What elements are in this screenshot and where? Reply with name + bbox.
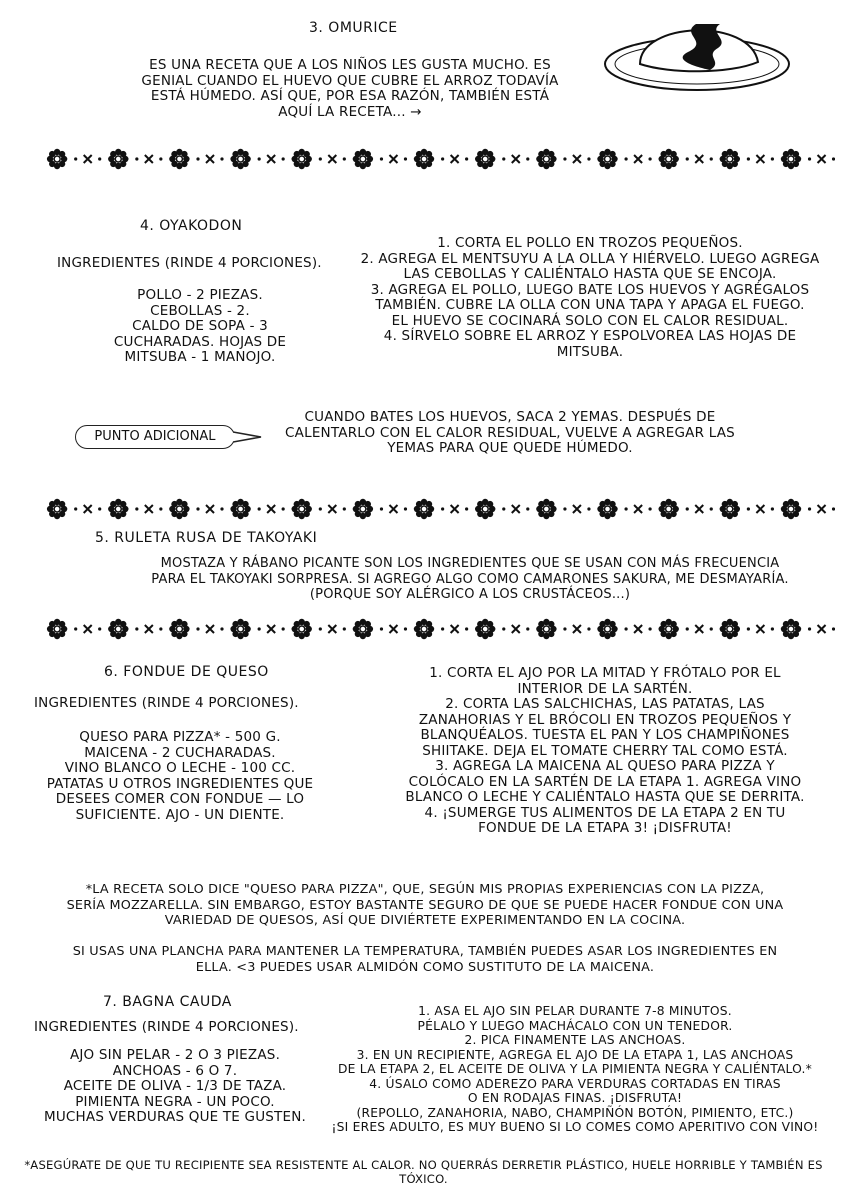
chain-dot bbox=[135, 627, 138, 630]
chain-dot bbox=[771, 627, 774, 630]
omurice-line: AQUÍ LA RECETA... → bbox=[278, 103, 422, 120]
flower-ornament bbox=[597, 149, 617, 169]
omurice-title: 3. OMURICE bbox=[309, 20, 398, 36]
step-line: 2. AGREGA EL MENTSUYU A LA OLLA Y HIÉRVELO. LUEGO AGREGA bbox=[360, 250, 820, 267]
flower-ornament bbox=[414, 619, 434, 639]
bagna-ingredients-header: INGREDIENTES (RINDE 4 PORCIONES). bbox=[34, 1019, 299, 1035]
chain-dot bbox=[563, 627, 566, 630]
omurice-plate-illustration bbox=[600, 12, 795, 97]
chain-dot bbox=[441, 157, 444, 160]
footnote-line: *ASEGÚRATE DE QUE TU RECIPIENTE SEA RESISTENTE AL CALOR. NO QUERRÁS DERRETIR PLÁSTICO, HUELE HORRIBLE Y TAMBIÉN ES bbox=[24, 1158, 823, 1172]
chain-link bbox=[451, 155, 459, 163]
chain-link bbox=[818, 155, 826, 163]
flower-ornament bbox=[781, 499, 801, 519]
chain-dot bbox=[832, 627, 835, 630]
oyakodon-ingredients-header: INGREDIENTES (RINDE 4 PORCIONES). bbox=[57, 255, 322, 271]
chain-dot bbox=[587, 507, 590, 510]
chain-link bbox=[512, 155, 520, 163]
flower-ornament bbox=[414, 149, 434, 169]
speech-tail-icon bbox=[233, 428, 263, 446]
step-line: 4. SÍRVELO SOBRE EL ARROZ Y ESPOLVOREA LAS HOJAS DE bbox=[383, 328, 797, 344]
chain-dot bbox=[159, 157, 162, 160]
step-line: SHIITAKE. DEJA EL TOMATE CHERRY TAL COMO ESTÁ. bbox=[422, 742, 788, 759]
step-line: DE LA ETAPA 2, EL ACEITE DE OLIVA Y LA PIMIENTA NEGRA Y CALIÉNTALO.* bbox=[337, 1062, 813, 1076]
chain-dot bbox=[98, 507, 101, 510]
step-line: 1. ASA EL AJO SIN PELAR DURANTE 7-8 MINUTOS. bbox=[418, 1004, 732, 1018]
chain-link bbox=[634, 625, 642, 633]
chain-link bbox=[512, 625, 520, 633]
chain-dot bbox=[258, 507, 261, 510]
flower-ornament bbox=[781, 619, 801, 639]
flower-ornament bbox=[108, 149, 128, 169]
bagna-title: 7. BAGNA CAUDA bbox=[103, 994, 232, 1010]
ingredient-line: QUESO PARA PIZZA* - 500 G. bbox=[79, 729, 281, 745]
chain-dot bbox=[587, 627, 590, 630]
chain-link bbox=[84, 625, 92, 633]
flower-ornament bbox=[720, 149, 740, 169]
tip-line: CALENTARLO CON EL CALOR RESIDUAL, VUELVE A AGREGAR LAS bbox=[285, 424, 735, 441]
chain-dot bbox=[686, 157, 689, 160]
ingredient-line: POLLO - 2 PIEZAS. bbox=[137, 287, 263, 303]
chain-link bbox=[695, 625, 703, 633]
ingredient-line: MITSUBA - 1 MANOJO. bbox=[124, 349, 276, 365]
step-line: COLÓCALO EN LA SARTÉN DE LA ETAPA 1. AGREGA VINO bbox=[408, 773, 802, 790]
flower-ornament bbox=[353, 499, 373, 519]
note-line: SERÍA MOZZARELLA. SIN EMBARGO, ESTOY BASTANTE SEGURO DE QUE SE PUEDE HACER FONDUE CON UNA bbox=[66, 897, 784, 913]
flower-ornament bbox=[292, 619, 312, 639]
footnote-line: TÓXICO. bbox=[399, 1172, 448, 1186]
chain-dot bbox=[808, 157, 811, 160]
omurice-line: ESTÁ HÚMEDO. ASÍ QUE, POR ESA RAZÓN, TAMBIÉN ESTÁ bbox=[150, 88, 550, 104]
chain-dot bbox=[465, 507, 468, 510]
oyakodon-steps bbox=[345, 236, 835, 360]
chain-link bbox=[756, 155, 764, 163]
takoyaki-line: (PORQUE SOY ALÉRGICO A LOS CRUSTÁCEOS...) bbox=[309, 587, 631, 602]
fondue-ingredients-header: INGREDIENTES (RINDE 4 PORCIONES). bbox=[34, 695, 299, 711]
chain-dot bbox=[747, 507, 750, 510]
note-line: ELLA. <3 PUEDES USAR ALMIDÓN COMO SUSTITUTO DE LA MAICENA. bbox=[195, 959, 655, 975]
tip-line: YEMAS PARA QUE QUEDE HÚMEDO. bbox=[387, 440, 633, 456]
chain-dot bbox=[258, 157, 261, 160]
fondue-note bbox=[30, 882, 820, 929]
chain-dot bbox=[258, 627, 261, 630]
chain-link bbox=[267, 505, 275, 513]
chain-dot bbox=[808, 507, 811, 510]
chain-link bbox=[389, 625, 397, 633]
bagna-ingredients bbox=[30, 1048, 320, 1126]
chain-link bbox=[84, 505, 92, 513]
ingredient-line: PATATAS U OTROS INGREDIENTES QUE bbox=[46, 775, 314, 792]
chain-link bbox=[573, 155, 581, 163]
chain-dot bbox=[196, 507, 199, 510]
step-line: 1. CORTA EL AJO POR LA MITAD Y FRÓTALO POR EL bbox=[429, 665, 781, 681]
chain-link bbox=[451, 505, 459, 513]
chain-dot bbox=[380, 627, 383, 630]
flower-chain-divider bbox=[40, 496, 835, 522]
chain-dot bbox=[196, 627, 199, 630]
note-line: VARIEDAD DE QUESOS, ASÍ QUE DIVIÉRTETE EXPERIMENTANDO EN LA COCINA. bbox=[164, 913, 686, 928]
oyakodon-tip bbox=[265, 410, 755, 457]
step-line: FONDUE DE LA ETAPA 3! ¡DISFRUTA! bbox=[478, 820, 732, 836]
chain-dot bbox=[343, 507, 346, 510]
chain-dot bbox=[648, 507, 651, 510]
chain-link bbox=[206, 505, 214, 513]
chain-link bbox=[206, 155, 214, 163]
ingredient-line: AJO SIN PELAR - 2 O 3 PIEZAS. bbox=[69, 1047, 281, 1063]
step-line: 2. CORTA LAS SALCHICHAS, LAS PATATAS, LAS bbox=[445, 696, 765, 712]
ingredient-line: DESEES COMER CON FONDUE — LO bbox=[55, 791, 305, 807]
step-line: EL HUEVO SE COCINARÁ SOLO CON EL CALOR RESIDUAL. bbox=[391, 312, 789, 329]
bagna-steps bbox=[330, 1004, 820, 1135]
step-line: 1. CORTA EL POLLO EN TROZOS PEQUEÑOS. bbox=[437, 235, 743, 251]
ingredient-line: VINO BLANCO O LECHE - 100 CC. bbox=[64, 760, 296, 776]
chain-dot bbox=[710, 507, 713, 510]
chain-dot bbox=[563, 157, 566, 160]
step-line: LAS CEBOLLAS Y CALIÉNTALO HASTA QUE SE ENCOJA. bbox=[403, 266, 777, 282]
step-line: (REPOLLO, ZANAHORIA, NABO, CHAMPIÑÓN BOTÓN, PIMIENTO, ETC.) bbox=[356, 1105, 794, 1120]
chain-link bbox=[328, 625, 336, 633]
chain-dot bbox=[135, 157, 138, 160]
chain-dot bbox=[502, 157, 505, 160]
ingredient-line: MUCHAS VERDURAS QUE TE GUSTEN. bbox=[43, 1109, 307, 1125]
chain-dot bbox=[319, 157, 322, 160]
flower-ornament bbox=[659, 499, 679, 519]
fondue-note-2 bbox=[30, 944, 820, 975]
flower-ornament bbox=[659, 149, 679, 169]
chain-dot bbox=[404, 507, 407, 510]
chain-link bbox=[512, 505, 520, 513]
chain-dot bbox=[526, 627, 529, 630]
fondue-title: 6. FONDUE DE QUESO bbox=[104, 664, 269, 680]
tip-badge: PUNTO ADICIONAL bbox=[75, 425, 235, 449]
chain-dot bbox=[319, 507, 322, 510]
chain-dot bbox=[74, 627, 77, 630]
chain-dot bbox=[441, 627, 444, 630]
chain-link bbox=[695, 505, 703, 513]
flower-chain-divider bbox=[40, 616, 835, 642]
takoyaki-line: PARA EL TAKOYAKI SORPRESA. SI AGREGO ALGO COMO CAMARONES SAKURA, ME DESMAYARÍA. bbox=[151, 571, 789, 587]
step-line: PÉLALO Y LUEGO MACHÁCALO CON UN TENEDOR. bbox=[417, 1018, 733, 1033]
chain-link bbox=[145, 155, 153, 163]
ingredient-line: CEBOLLAS - 2. bbox=[150, 302, 250, 319]
flower-ornament bbox=[475, 499, 495, 519]
flower-ornament bbox=[597, 499, 617, 519]
oyakodon-title: 4. OYAKODON bbox=[140, 218, 243, 234]
chain-link bbox=[145, 505, 153, 513]
flower-ornament bbox=[353, 619, 373, 639]
takoyaki-text bbox=[130, 556, 810, 603]
chain-dot bbox=[98, 627, 101, 630]
step-line: BLANQUÉALOS. TUESTA EL PAN Y LOS CHAMPIÑONES bbox=[420, 727, 790, 743]
chain-dot bbox=[465, 627, 468, 630]
oyakodon-ingredients bbox=[90, 288, 310, 366]
tip-line: CUANDO BATES LOS HUEVOS, SACA 2 YEMAS. DESPUÉS DE bbox=[304, 409, 716, 425]
chain-dot bbox=[771, 157, 774, 160]
chain-dot bbox=[526, 507, 529, 510]
flower-ornament bbox=[414, 499, 434, 519]
step-line: 4. ¡SUMERGE TUS ALIMENTOS DE LA ETAPA 2 EN TU bbox=[424, 804, 786, 821]
chain-link bbox=[818, 505, 826, 513]
chain-dot bbox=[710, 627, 713, 630]
chain-link bbox=[267, 155, 275, 163]
chain-dot bbox=[196, 157, 199, 160]
chain-dot bbox=[159, 507, 162, 510]
chain-dot bbox=[648, 157, 651, 160]
chain-dot bbox=[441, 507, 444, 510]
step-line: O EN RODAJAS FINAS. ¡DISFRUTA! bbox=[467, 1091, 683, 1105]
ingredient-line: PIMIENTA NEGRA - UN POCO. bbox=[75, 1093, 275, 1110]
chain-dot bbox=[747, 627, 750, 630]
chain-dot bbox=[771, 507, 774, 510]
ingredient-line: CUCHARADAS. HOJAS DE bbox=[113, 333, 287, 350]
chain-link bbox=[206, 625, 214, 633]
chain-link bbox=[573, 625, 581, 633]
chain-dot bbox=[220, 157, 223, 160]
bagna-footnote bbox=[20, 1158, 827, 1186]
chain-dot bbox=[343, 157, 346, 160]
chain-dot bbox=[380, 157, 383, 160]
chain-dot bbox=[648, 627, 651, 630]
flower-ornament bbox=[169, 149, 189, 169]
note-line: *LA RECETA SOLO DICE "QUESO PARA PIZZA", QUE, SEGÚN MIS PROPIAS EXPERIENCIAS CON LA PIZZA, bbox=[85, 882, 765, 897]
chain-dot bbox=[380, 507, 383, 510]
note-line: SI USAS UNA PLANCHA PARA MANTENER LA TEMPERATURA, TAMBIÉN PUEDES ASAR LOS INGREDIENTES EN bbox=[72, 944, 778, 959]
chain-dot bbox=[220, 507, 223, 510]
step-line: ZANAHORIAS Y EL BRÓCOLI EN TROZOS PEQUEÑOS Y bbox=[418, 711, 792, 728]
flower-ornament bbox=[230, 149, 250, 169]
chain-dot bbox=[808, 627, 811, 630]
chain-dot bbox=[343, 627, 346, 630]
chain-dot bbox=[74, 157, 77, 160]
chain-link bbox=[634, 505, 642, 513]
flower-ornament bbox=[475, 619, 495, 639]
step-line: 3. AGREGA EL POLLO, LUEGO BATE LOS HUEVOS Y AGRÉGALOS bbox=[370, 281, 810, 298]
chain-dot bbox=[98, 157, 101, 160]
chain-link bbox=[695, 155, 703, 163]
chain-dot bbox=[624, 627, 627, 630]
chain-dot bbox=[710, 157, 713, 160]
chain-dot bbox=[587, 157, 590, 160]
ingredient-line: ACEITE DE OLIVA - 1/3 DE TAZA. bbox=[63, 1078, 287, 1094]
flower-ornament bbox=[47, 149, 67, 169]
step-line: BLANCO O LECHE Y CALIÉNTALO HASTA QUE SE DERRITA. bbox=[405, 789, 805, 805]
fondue-ingredients bbox=[30, 730, 330, 823]
flower-ornament bbox=[230, 619, 250, 639]
chain-dot bbox=[624, 157, 627, 160]
step-line: TAMBIÉN. CUBRE LA OLLA CON UNA TAPA Y APAGA EL FUEGO. bbox=[375, 297, 805, 313]
step-line: 2. PICA FINAMENTE LAS ANCHOAS. bbox=[464, 1033, 686, 1047]
flower-ornament bbox=[169, 619, 189, 639]
chain-dot bbox=[563, 507, 566, 510]
flower-ornament bbox=[47, 619, 67, 639]
chain-link bbox=[145, 625, 153, 633]
chain-link bbox=[267, 625, 275, 633]
chain-link bbox=[573, 505, 581, 513]
chain-link bbox=[389, 505, 397, 513]
chain-link bbox=[818, 625, 826, 633]
flower-ornament bbox=[47, 499, 67, 519]
chain-link bbox=[84, 155, 92, 163]
chain-dot bbox=[282, 627, 285, 630]
omurice-text bbox=[130, 58, 570, 120]
chain-dot bbox=[74, 507, 77, 510]
step-line: MITSUBA. bbox=[556, 343, 624, 360]
chain-link bbox=[634, 155, 642, 163]
flower-ornament bbox=[536, 149, 556, 169]
step-line: 4. ÚSALO COMO ADEREZO PARA VERDURAS CORTADAS EN TIRAS bbox=[369, 1076, 781, 1091]
flower-ornament bbox=[536, 499, 556, 519]
flower-ornament bbox=[536, 619, 556, 639]
chain-dot bbox=[319, 627, 322, 630]
chain-dot bbox=[282, 157, 285, 160]
chain-dot bbox=[404, 627, 407, 630]
step-line: 3. AGREGA LA MAICENA AL QUESO PARA PIZZA Y bbox=[435, 758, 775, 774]
chain-dot bbox=[832, 507, 835, 510]
chain-dot bbox=[502, 507, 505, 510]
chain-dot bbox=[832, 157, 835, 160]
chain-dot bbox=[135, 507, 138, 510]
flower-ornament bbox=[720, 619, 740, 639]
flower-ornament bbox=[353, 149, 373, 169]
step-line: 3. EN UN RECIPIENTE, AGREGA EL AJO DE LA ETAPA 1, LAS ANCHOAS bbox=[356, 1047, 794, 1062]
chain-link bbox=[328, 505, 336, 513]
flower-ornament bbox=[720, 499, 740, 519]
flower-ornament bbox=[230, 499, 250, 519]
chain-dot bbox=[624, 507, 627, 510]
takoyaki-title: 5. RULETA RUSA DE TAKOYAKI bbox=[95, 530, 318, 546]
chain-link bbox=[756, 505, 764, 513]
flower-ornament bbox=[108, 499, 128, 519]
flower-ornament bbox=[597, 619, 617, 639]
ingredient-line: MAICENA - 2 CUCHARADAS. bbox=[84, 744, 276, 761]
chain-dot bbox=[686, 507, 689, 510]
chain-link bbox=[328, 155, 336, 163]
chain-link bbox=[389, 155, 397, 163]
chain-dot bbox=[404, 157, 407, 160]
chain-dot bbox=[526, 157, 529, 160]
flower-chain-divider bbox=[40, 146, 835, 172]
chain-dot bbox=[465, 157, 468, 160]
ingredient-line: CALDO DE SOPA - 3 bbox=[132, 318, 268, 334]
chain-dot bbox=[282, 507, 285, 510]
chain-dot bbox=[220, 627, 223, 630]
chain-link bbox=[451, 625, 459, 633]
chain-dot bbox=[686, 627, 689, 630]
flower-ornament bbox=[292, 499, 312, 519]
fondue-steps bbox=[395, 666, 815, 837]
flower-ornament bbox=[781, 149, 801, 169]
flower-ornament bbox=[292, 149, 312, 169]
flower-ornament bbox=[169, 499, 189, 519]
flower-ornament bbox=[475, 149, 495, 169]
chain-dot bbox=[747, 157, 750, 160]
omurice-line: ES UNA RECETA QUE A LOS NIÑOS LES GUSTA MUCHO. ES bbox=[149, 57, 551, 73]
chain-dot bbox=[159, 627, 162, 630]
flower-ornament bbox=[108, 619, 128, 639]
step-line: ¡SI ERES ADULTO, ES MUY BUENO SI LO COMES COMO APERITIVO CON VINO! bbox=[331, 1120, 819, 1134]
takoyaki-line: MOSTAZA Y RÁBANO PICANTE SON LOS INGREDIENTES QUE SE USAN CON MÁS FRECUENCIA bbox=[160, 556, 780, 571]
step-line: INTERIOR DE LA SARTÉN. bbox=[517, 680, 693, 697]
chain-dot bbox=[502, 627, 505, 630]
flower-ornament bbox=[659, 619, 679, 639]
ingredient-line: SUFICIENTE. AJO - UN DIENTE. bbox=[75, 806, 285, 823]
chain-link bbox=[756, 625, 764, 633]
omurice-line: GENIAL CUANDO EL HUEVO QUE CUBRE EL ARROZ TODAVÍA bbox=[141, 72, 559, 89]
ingredient-line: ANCHOAS - 6 O 7. bbox=[112, 1062, 238, 1079]
